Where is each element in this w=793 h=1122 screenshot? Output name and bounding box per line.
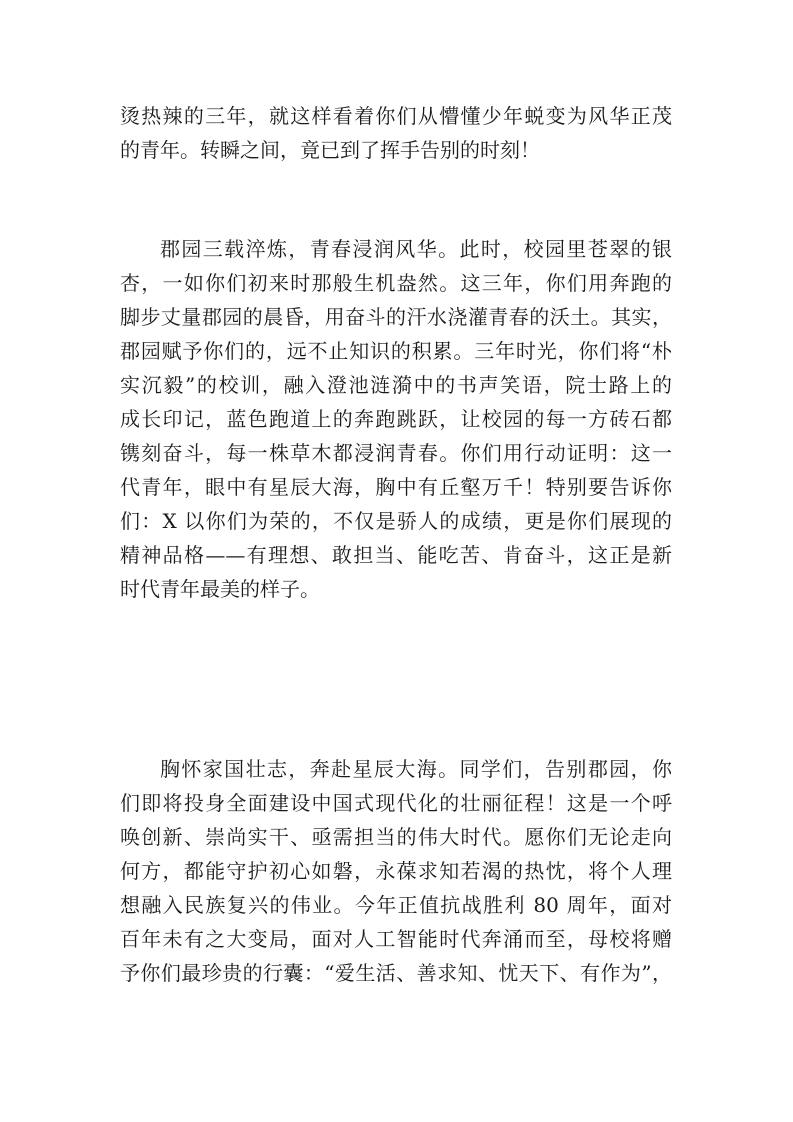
text-line: 镌刻奋斗，每一株草木都浸润青春。你们用行动证明：这一: [120, 441, 672, 465]
text-line: 时代青年最美的样子。: [120, 577, 320, 601]
text-line: 的青年。转瞬之间，竟已到了挥手告别的时刻！: [120, 138, 540, 162]
text-line: 成长印记，蓝色跑道上的奔跑跳跃，让校园的每一方砖石都: [120, 407, 672, 431]
paragraph-campus-years: [120, 232, 672, 606]
text-line: 胸怀家国壮志，奔赴星辰大海。同学们，告别郡园，你: [160, 757, 672, 781]
text-line: 郡园赋予你们的，远不止知识的积累。三年时光，你们将“朴: [120, 339, 672, 363]
paragraph-continuation: [120, 99, 672, 167]
text-line: 百年未有之大变局，面对人工智能时代奔涌而至，母校将赠: [120, 927, 672, 951]
text-line: 杏，一如你们初来时那般生机盎然。这三年，你们用奔跑的: [120, 271, 672, 295]
text-line: 们即将投身全面建设中国式现代化的壮丽征程！这是一个呼: [120, 791, 672, 815]
text-line: 实沉毅”的校训，融入澄池涟漪中的书声笑语，院士路上的: [120, 373, 672, 397]
paragraph-national-aspiration: [120, 752, 672, 990]
text-line: 想融入民族复兴的伟业。今年正值抗战胜利 80 周年，面对: [120, 893, 672, 917]
text-line: 郡园三载淬炼，青春浸润风华。此时，校园里苍翠的银: [160, 237, 672, 261]
text-line: 们：X 以你们为荣的，不仅是骄人的成绩，更是你们展现的: [120, 509, 672, 533]
text-line: 代青年，眼中有星辰大海，胸中有丘壑万千！特别要告诉你: [120, 475, 672, 499]
text-line: 唤创新、崇尚实干、亟需担当的伟大时代。愿你们无论走向: [120, 825, 672, 849]
text-line: 脚步丈量郡园的晨昏，用奋斗的汗水浇灌青春的沃土。其实，: [120, 305, 672, 329]
text-line: 烫热辣的三年，就这样看着你们从懵懂少年蜕变为风华正茂: [120, 104, 672, 128]
text-line: 精神品格——有理想、敢担当、能吃苦、肯奋斗，这正是新: [120, 543, 672, 567]
text-line: 予你们最珍贵的行囊：“爱生活、善求知、忧天下、有作为”，: [120, 961, 672, 985]
text-line: 何方，都能守护初心如磐，永葆求知若渴的热忱，将个人理: [120, 859, 672, 883]
